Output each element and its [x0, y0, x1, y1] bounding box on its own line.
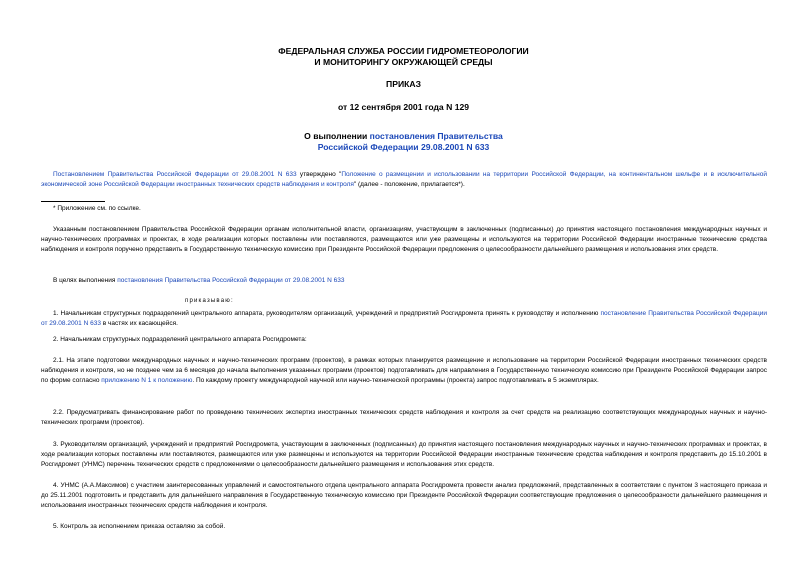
- order-word: приказываю:: [185, 298, 234, 304]
- subject-link-line-1[interactable]: постановления Правительства: [369, 131, 503, 141]
- appendix-link[interactable]: приложению N 1 к положению: [101, 377, 193, 385]
- regulation-link[interactable]: Положение о размещении и использовании на территории Российской Федерации, на континентальном шельфе и в исключительной экономической зоне Российской Федерации иностранных технических средств наблюдения и контроля: [41, 171, 767, 189]
- item-1-text: 1. Начальникам структурных подразделений центрального аппарата, руководителям организаций, учреждений и предприятий Росгидромета принять к руководству и исполнению: [53, 310, 601, 317]
- item-1: [41, 309, 767, 329]
- item-1-tail: в частях их касающейся.: [100, 320, 178, 328]
- basis-paragraph: Указанным постановлением Правительства Российской Федерации органам исполнительной власти, организациям, участвующим в заключенных (подписанных) до принятия настоящего постановления международных научных и научно-технических программах и проектах, в ходе реализации которых поставлены или поставляются, размещаются или уже размещены и используются на территории Российской Федерации иностранные технические средства наблюдения и контроля поручено представить в Государственную техническую комиссию при Президенте Российской Федерации предложения о целесообразности дальнейшего размещения и использования этих средств.: [41, 226, 767, 254]
- document-date-number: от 12 сентября 2001 года N 129: [337, 102, 470, 112]
- item-5: 5. Контроль за исполнением приказа оставляю за собой.: [53, 523, 226, 530]
- resolution-link[interactable]: Постановлением Правительства Российской Федерации от 29.08.2001 N 633: [53, 171, 297, 178]
- agency-name: [0, 46, 807, 68]
- document-subject: [0, 131, 807, 153]
- item-1-link[interactable]: постановление Правительства Российской Федерации от 29.08.2001 N 633: [41, 310, 768, 328]
- item-2-1-tail: . По каждому проекту международной научной или научно-технической программы (проекта) запрос подготавливать в 5 экземплярах.: [192, 377, 599, 385]
- intro-tail: " (далее - положение, прилагается*).: [353, 181, 465, 189]
- item-2-1: [41, 356, 767, 387]
- footnote: * Приложение см. по ссылке.: [53, 205, 141, 212]
- item-2: 2. Начальникам структурных подразделений центрального аппарата Росгидромета:: [53, 336, 307, 343]
- document-type: ПРИКАЗ: [386, 79, 421, 89]
- footnote-divider: [41, 201, 105, 202]
- agency-line-1: ФЕДЕРАЛЬНАЯ СЛУЖБА РОССИИ ГИДРОМЕТЕОРОЛОГИИ: [278, 46, 529, 56]
- intro-paragraph: [41, 170, 767, 190]
- subject-link-line-2[interactable]: Российской Федерации 29.08.2001 N 633: [317, 142, 490, 152]
- item-2-1-text: 2.1. На этапе подготовки международных научных и научно-технических программ (проектов), в рамках которых планируется размещение и использование на территории Российской Федерации иностранных технических средств наблюдения и контроля, но не позднее чем за 6 месяцев до начала выполнения указанных программ (проектов) подготавливать для направления в Государственную техническую комиссию при Президенте Российской Федерации запрос по форме согласно: [41, 357, 767, 385]
- purpose-text: В целях выполнения: [53, 277, 118, 284]
- purpose-resolution-link[interactable]: постановления Правительства Российской Федерации от 29.08.2001 N 633: [117, 277, 345, 284]
- purpose-paragraph: [41, 276, 767, 286]
- item-2-2: 2.2. Предусматривать финансирование работ по проведению технических экспертиз иностранных технических средств наблюдения и контроля за счет средств на реализацию соответствующих международных научных и научно-технических программ (проектов).: [41, 409, 767, 427]
- intro-text: утверждено ": [296, 171, 342, 178]
- subject-prefix: О выполнении: [304, 131, 370, 141]
- item-3: 3. Руководителям организаций, учреждений и предприятий Росгидромета, участвующим в заключенных (подписанных) до принятия настоящего постановления международных научных и научно-технических программах и проектах, в ходе реализации которых поставлены или поставляются, размещаются или уже размещены и используются на территории Российской Федерации иностранные технические средства наблюдения и контроля представить до 15.10.2001 в Росгидромет (УНМС) перечень технических средств с предложениями о целесообразности дальнейшего размещения и использования этих средств.: [41, 441, 767, 469]
- agency-line-2: И МОНИТОРИНГУ ОКРУЖАЮЩЕЙ СРЕДЫ: [314, 57, 493, 67]
- item-4: 4. УНМС (А.А.Максимов) с участием заинтересованных управлений и самостоятельного отдела центрального аппарата Росгидромета провести анализ предложений, представленных в соответствии с пунктом 3 настоящего приказа и до 25.11.2001 подготовить и представить для дальнейшего направления в Государственную техническую комиссию при Президенте Российской Федерации соответствующие предложения о целесообразности дальнейшего размещения и использования иностранных технических средств наблюдения и контроля.: [41, 482, 767, 510]
